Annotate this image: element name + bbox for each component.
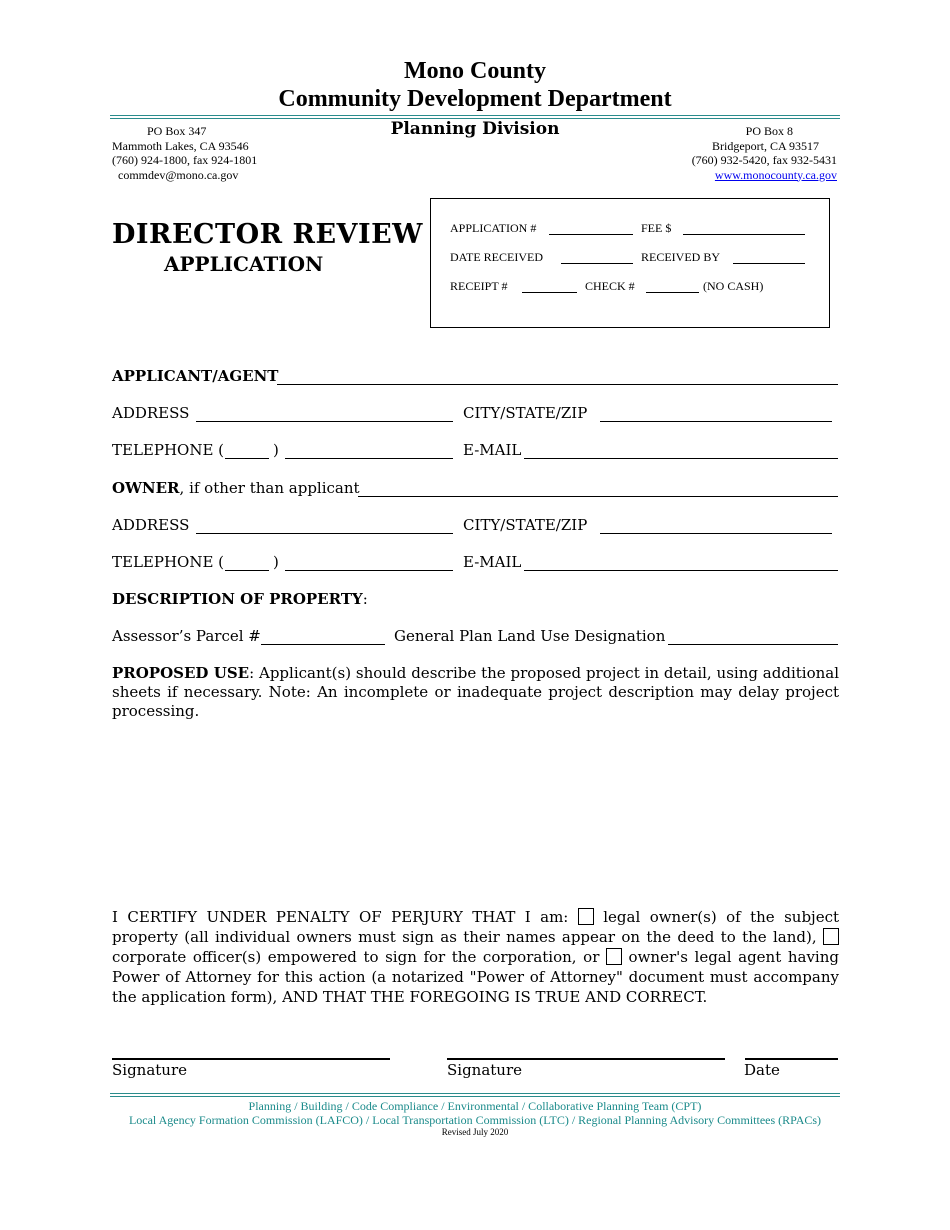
org-name: Mono County [403,58,547,84]
form-title: DIRECTOR REVIEW [112,219,423,250]
description-label [112,590,368,608]
description-label-bold: DESCRIPTION OF PROPERTY [112,590,363,608]
certification-intro: I CERTIFY UNDER PENALTY OF PERJURY THAT I am: [112,908,569,926]
date-label: Date [744,1061,780,1079]
city-state-zip-label: CITY/STATE/ZIP [463,404,588,422]
email-label: E-MAIL [463,553,522,571]
department-name: Community Development Department [278,86,672,112]
received-by-label: RECEIVED BY [641,250,720,264]
application-no-label: APPLICATION # [450,221,537,235]
right-address [617,124,837,182]
description-colon: : [362,590,368,608]
certification-owner-text: legal owner(s) of the subject property (all individual owners must sign as their names appear on the deed to the land), [112,908,839,946]
legal-owner-checkbox[interactable] [578,908,594,925]
applicant-email-field[interactable] [524,458,838,459]
telephone-close-paren: ) [273,553,279,571]
applicant-city-field[interactable] [600,421,832,422]
right-address-line: PO Box 8 [745,124,793,138]
owner-address-field[interactable] [196,533,453,534]
footer-rule [110,1093,840,1094]
check-no-label: CHECK # [585,279,635,293]
left-address-line: commdev@mono.ca.gov [118,167,239,182]
legal-agent-checkbox[interactable] [606,948,622,965]
signature-line-1[interactable] [112,1058,390,1060]
fee-label: FEE $ [641,221,672,235]
check-no-field[interactable] [646,292,699,293]
no-cash-note: (NO CASH) [703,279,764,293]
division-name: Planning Division [390,119,560,139]
proposed-use-text: : Applicant(s) should describe the proposed project in detail, using additional sheets if necessary. Note: An incomplete or inadequate project description may delay project processing. [112,664,840,720]
applicant-area-code-field[interactable] [225,458,269,459]
certification-agent-text: owner's legal agent having Power of Attorney for this action (a notarized "Power of Attorney" document must accompany the application form), AND THAT THE FOREGOING IS TRUE AND CORRECT. [112,948,839,1006]
signature-line-2[interactable] [447,1058,725,1060]
left-address-line: PO Box 347 [147,124,207,138]
general-plan-label: General Plan Land Use Designation [394,627,666,645]
applicant-address-field[interactable] [196,421,453,422]
owner-phone-field[interactable] [285,570,453,571]
right-address-line: (760) 932-5420, fax 932-5431 [691,153,837,167]
website-link[interactable]: www.monocounty.ca.gov [714,167,837,182]
email-label: E-MAIL [463,441,522,459]
owner-area-code-field[interactable] [225,570,269,571]
general-plan-field[interactable] [668,644,838,645]
certification-paragraph [112,907,839,1007]
revised-date: Revised July 2020 [441,1127,509,1137]
certification-corporate-text: corporate officer(s) empowered to sign for the corporation, or [112,948,600,966]
owner-field[interactable] [358,496,838,497]
owner-label [112,479,360,497]
header-rule [110,115,840,116]
proposed-use-paragraph [112,664,839,721]
proposed-use-area[interactable] [112,725,839,895]
telephone-close-paren: ) [273,441,279,459]
address-label: ADDRESS [112,516,190,534]
left-address-line: Mammoth Lakes, CA 93546 [112,138,249,153]
date-line[interactable] [745,1058,838,1060]
assessor-parcel-field[interactable] [261,644,385,645]
corporate-officer-checkbox[interactable] [823,928,839,945]
owner-label-bold: OWNER [112,479,180,497]
applicant-agent-field[interactable] [277,384,838,385]
footer-line-1: Planning / Building / Code Compliance / Environmental / Collaborative Planning Team (CPT) [248,1099,702,1113]
telephone-label: TELEPHONE ( [112,553,225,571]
footer-line-2: Local Agency Formation Commission (LAFCO) / Local Transportation Commission (LTC) / Regional Planning Advisory Committees (RPACs) [128,1113,822,1127]
address-label: ADDRESS [112,404,190,422]
receipt-no-field[interactable] [522,292,577,293]
telephone-label: TELEPHONE ( [112,441,225,459]
receipt-no-label: RECEIPT # [450,279,508,293]
footer-rule-2 [110,1096,840,1097]
received-by-field[interactable] [733,263,805,264]
left-address-line: (760) 924-1800, fax 924-1801 [112,153,258,167]
city-state-zip-label: CITY/STATE/ZIP [463,516,588,534]
fee-field[interactable] [683,234,805,235]
right-address-line: Bridgeport, CA 93517 [712,138,819,153]
assessor-parcel-label: Assessor’s Parcel # [112,627,261,645]
owner-label-rest: , if other than applicant [179,479,360,497]
owner-email-field[interactable] [524,570,838,571]
application-no-field[interactable] [549,234,633,235]
date-received-label: DATE RECEIVED [450,250,543,264]
date-received-field[interactable] [561,263,633,264]
proposed-use-label: PROPOSED USE [112,664,250,682]
owner-city-field[interactable] [600,533,832,534]
signature-label-2: Signature [447,1061,523,1079]
applicant-phone-field[interactable] [285,458,453,459]
signature-label-1: Signature [112,1061,188,1079]
form-subtitle: APPLICATION [164,252,324,276]
applicant-agent-label: APPLICANT/AGENT [112,367,279,385]
